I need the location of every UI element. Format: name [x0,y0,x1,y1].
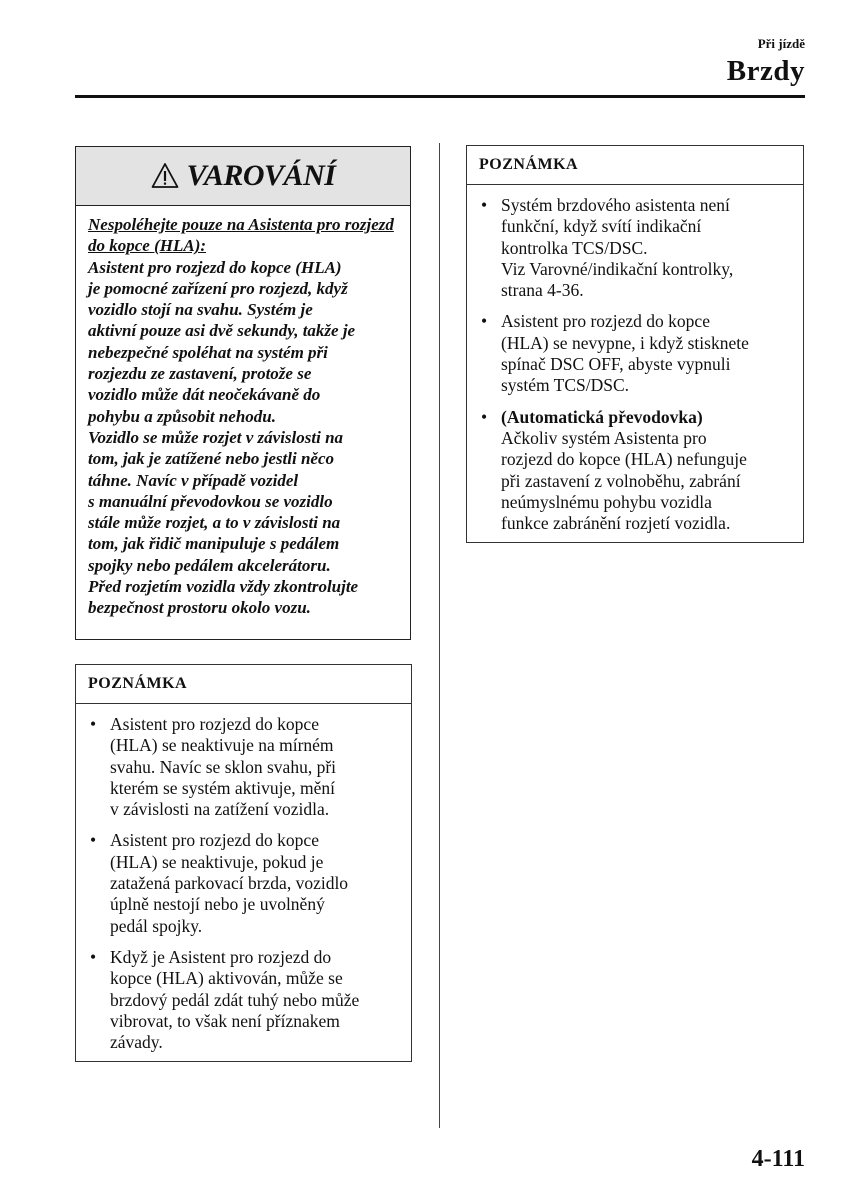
warning-line: bezpečnost prostoru okolo vozu. [88,598,311,618]
list-item-line: Ačkoliv systém Asistenta pro [501,427,707,448]
warning-line: s manuální převodovkou se vozidlo [88,491,333,511]
list-item [88,830,403,936]
header-rule [75,95,805,98]
column-divider [439,143,440,1128]
warning-line: je pomocné zařízení pro rozjezd, když [88,278,348,298]
bullet-icon: • [481,406,488,427]
warning-line: tom, jak je zatížené nebo jestli něco [88,449,335,469]
warning-header [76,147,410,206]
warning-line: pohybu a způsobit nehodu. [88,406,276,426]
list-item-heading: (Automatická převodovka) [501,406,703,427]
list-item-line: Systém brzdového asistenta není [501,195,730,215]
bullet-icon: • [90,946,97,967]
list-item-line: Viz Varovné/indikační kontrolky, [501,258,734,279]
page-title: Brzdy [726,55,805,87]
bullet-icon: • [90,714,97,734]
note-left-list [76,704,411,1053]
bullet-icon: • [90,830,97,851]
page-number: 4-111 [751,1146,805,1172]
warning-line: Před rozjetím vozidla vždy zkontrolujte [88,577,359,597]
list-item-line: svahu. Navíc se sklon svahu, při [110,756,337,777]
note-right-title: POZNÁMKA [467,146,803,185]
list-item-line: při zastavení z volnoběhu, zabrání [501,470,741,491]
warning-line: aktivní pouze asi dvě sekundy, takže je [88,321,356,341]
list-item-line: strana 4-36. [501,280,584,301]
list-item-line: Asistent pro rozjezd do kopce [110,830,319,851]
section-label: Při jízdě [757,36,805,51]
list-item-line: spínač DSC OFF, abyste vypnuli [501,354,731,375]
list-item-line: (HLA) se nevypne, i když stisknete [501,332,749,353]
list-item-line: Asistent pro rozjezd do kopce [110,714,319,734]
list-item-line: rozjezd do kopce (HLA) nefunguje [501,449,747,470]
list-item-line: zatažená parkovací brzda, vozidlo [110,873,349,894]
list-item-line: závady. [110,1032,163,1053]
list-item [479,195,795,301]
list-item-line: kontrolka TCS/DSC. [501,237,648,258]
warning-title: VAROVÁNÍ [186,159,336,192]
list-item-line: kopce (HLA) aktivován, může se [110,968,343,989]
warning-lines [88,257,400,619]
bullet-icon: • [481,311,488,332]
list-item-line: funkce zabránění rozjetí vozidla. [501,513,731,534]
list-item-line: pedál spojky. [110,915,203,936]
list-item-line: (HLA) se neaktivuje na mírném [110,735,334,756]
warning-line: vozidlo stojí na svahu. Systém je [88,300,313,320]
list-item [479,407,795,535]
list-item-line: funkční, když svítí indikační [501,216,702,237]
warning-box [75,146,411,640]
bullet-icon: • [481,195,488,215]
warning-line: nebezpečné spoléhat na systém při [88,342,328,362]
note-box-right [466,145,804,543]
warning-text [76,206,410,619]
list-item-line: brzdový pedál zdát tuhý nebo může [110,989,360,1010]
note-box-left [75,664,412,1062]
list-item-line: Když je Asistent pro rozjezd do [110,946,332,967]
list-item-line: v závislosti na zatížení vozidla. [110,799,330,820]
list-item [88,714,403,820]
warning-line: stále může rozjet, a to v závislosti na [88,513,341,533]
warning-line: Asistent pro rozjezd do kopce (HLA) [88,257,342,277]
warning-line: táhne. Navíc v případě vozidel [88,470,299,490]
warning-triangle-icon [151,162,179,190]
warning-line: vozidlo může dát neočekávaně do [88,385,321,405]
note-right-list [467,185,803,534]
note-left-title: POZNÁMKA [76,665,411,704]
list-item [88,947,403,1053]
warning-line: Vozidlo se může rozjet v závislosti na [88,427,344,447]
list-item-line: neúmyslnému pohybu vozidla [501,491,712,512]
list-item-line: Asistent pro rozjezd do kopce [501,311,710,332]
list-item-line: kterém se systém aktivuje, mění [110,777,336,798]
warning-line: rozjezdu ze zastavení, protože se [88,364,312,384]
warning-heading: Nespoléhejte pouze na Asistenta pro rozjezd do kopce (HLA): [88,215,394,256]
list-item-line: systém TCS/DSC. [501,375,630,396]
warning-line: tom, jak řidič manipuluje s pedálem [88,534,340,554]
list-item [479,311,795,396]
warning-line: spojky nebo pedálem akcelerátoru. [88,555,331,575]
list-item-line: vibrovat, to však není příznakem [110,1010,340,1031]
list-item-line: úplně nestojí nebo je uvolněný [110,894,325,915]
list-item-line: (HLA) se neaktivuje, pokud je [110,851,324,872]
